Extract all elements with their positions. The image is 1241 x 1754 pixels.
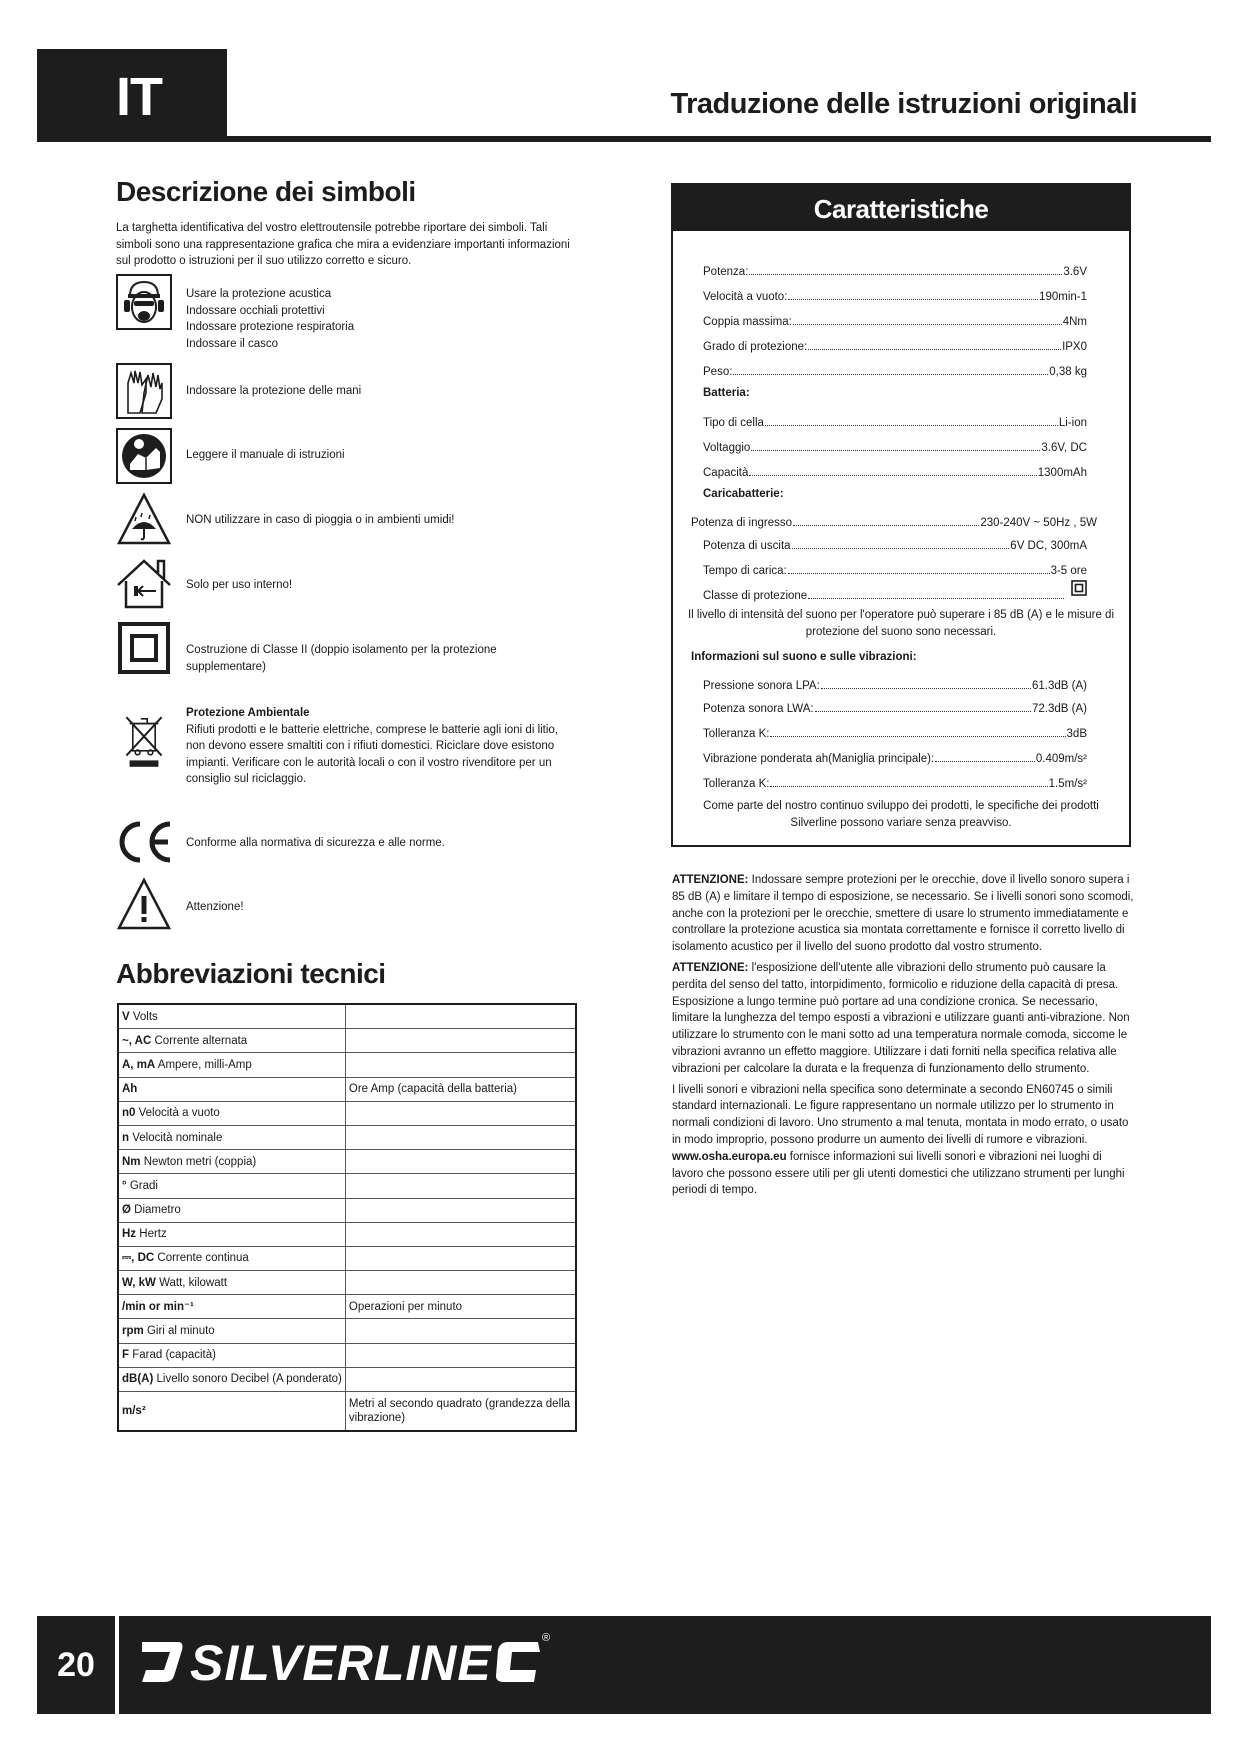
ce-mark-icon	[116, 814, 172, 870]
abbreviation-cell	[118, 1198, 345, 1222]
symbol-description-ppe: Usare la protezione acustica Indossare occhiali protettivi Indossare protezione respiratoria Indossare il casco	[186, 288, 355, 350]
abbreviation-extra-cell	[345, 1271, 576, 1295]
spec-value: 0.409m/s²	[1035, 753, 1087, 765]
symbol-description-rain: NON utilizzare in caso di pioggia o in ambienti umidi!	[186, 514, 455, 526]
class-ii-icon	[116, 620, 172, 676]
abbreviation-description: Hertz	[139, 1228, 167, 1241]
abbreviation-symbol: dB(A)	[122, 1373, 154, 1386]
abbreviation-extra-cell	[345, 1029, 576, 1053]
abbreviation-symbol: rpm	[122, 1325, 144, 1338]
abbreviation-symbol: Hz	[122, 1228, 137, 1241]
spec-label: Potenza sonora LWA:	[703, 703, 814, 715]
abbreviation-cell	[118, 1295, 345, 1319]
table-row	[118, 1246, 576, 1270]
abbreviation-symbol: Ø	[122, 1204, 131, 1217]
abbreviation-cell	[118, 1029, 345, 1053]
abbreviation-extra-cell	[345, 1319, 576, 1343]
symbol-description-gloves: Indossare la protezione delle mani	[186, 385, 362, 397]
dot-leader	[808, 349, 1061, 350]
abbreviation-description: Velocità nominale	[132, 1131, 223, 1144]
spec-row	[703, 561, 1087, 577]
abbreviation-extra-cell	[345, 1004, 576, 1029]
table-row	[118, 1150, 576, 1174]
abbreviation-description: Watt, kilowatt	[159, 1276, 228, 1289]
abbreviation-symbol: ⎓, DC	[122, 1252, 155, 1265]
table-row	[118, 1343, 576, 1367]
abbreviation-symbol: Nm	[122, 1155, 141, 1168]
abbreviation-cell	[118, 1271, 345, 1295]
spec-label: Coppia massima:	[703, 316, 792, 328]
spec-label: Classe di protezione	[703, 590, 808, 602]
dot-leader	[733, 374, 1048, 375]
abbreviation-extra-cell	[345, 1125, 576, 1149]
table-row	[118, 1029, 576, 1053]
dot-leader	[808, 598, 1064, 599]
table-row	[118, 1053, 576, 1077]
language-code: IT	[116, 67, 162, 127]
class-ii-small-icon	[1071, 580, 1087, 596]
spec-label: Velocità a vuoto:	[703, 291, 788, 303]
abbreviation-cell	[118, 1101, 345, 1125]
dot-leader	[788, 573, 1050, 574]
spec-value: 3.6V	[1063, 266, 1087, 278]
spec-row	[703, 774, 1087, 790]
abbreviation-symbol: F	[122, 1349, 130, 1362]
ppe-head-icon	[116, 274, 172, 330]
dot-leader	[751, 450, 1040, 451]
specifications-title: Caratteristiche	[813, 194, 989, 224]
abbreviation-symbol: m/s²	[122, 1405, 146, 1417]
abbreviation-extra-cell	[345, 1150, 576, 1174]
spec-label: Capacità	[703, 467, 749, 479]
table-row	[118, 1295, 576, 1319]
abbreviation-symbol: W, kW	[122, 1276, 156, 1289]
abbreviation-cell	[118, 1125, 345, 1149]
abbreviation-symbol: V	[122, 1010, 130, 1023]
abbreviation-description: Newton metri (coppia)	[143, 1155, 257, 1168]
gloves-icon	[116, 363, 172, 419]
spec-label: Peso:	[703, 366, 733, 378]
abbreviation-description: Volts	[132, 1010, 158, 1023]
spec-value: 61.3dB (A)	[1032, 680, 1087, 692]
spec-row	[703, 749, 1087, 765]
table-row	[118, 1367, 576, 1391]
spec-label: Potenza:	[703, 266, 749, 278]
spec-value: Li-ion	[1058, 417, 1087, 429]
brand-logo: SILVERLINE	[190, 1635, 492, 1691]
abbreviation-description: Giri al minuto	[146, 1325, 215, 1338]
spec-value: 3.6V, DC	[1041, 442, 1087, 454]
spec-row	[703, 262, 1087, 278]
abbreviation-extra-cell	[345, 1053, 576, 1077]
spec-label: Tempo di carica:	[703, 565, 787, 577]
footer-divider	[115, 1616, 119, 1714]
dot-leader	[749, 475, 1036, 476]
dot-leader	[770, 786, 1047, 787]
dot-leader	[792, 548, 1010, 549]
spec-label: Tolleranza K:	[703, 728, 770, 740]
symbol-description-manual: Leggere il manuale di istruzioni	[186, 449, 345, 461]
battery-heading: Batteria:	[703, 387, 750, 399]
abbreviation-description: Farad (capacità)	[132, 1349, 216, 1362]
page-number: 20	[57, 1645, 95, 1684]
dot-leader	[765, 425, 1058, 426]
charger-heading: Caricabatterie:	[703, 488, 784, 500]
silverline-hook-logo-left	[138, 1636, 186, 1688]
symbol-description-ce: Conforme alla normativa di sicurezza e alle norme.	[186, 837, 445, 849]
spec-value: 1300mAh	[1037, 467, 1087, 479]
abbreviation-extra-cell	[345, 1198, 576, 1222]
table-row	[118, 1077, 576, 1101]
dot-leader	[793, 324, 1062, 325]
registered-mark: ®	[542, 1632, 551, 1644]
abbreviation-description: Velocità a vuoto	[138, 1107, 220, 1120]
symbol-description-indoor: Solo per uso interno!	[186, 579, 293, 591]
dot-leader	[793, 525, 979, 526]
spec-label: Grado di protezione:	[703, 341, 808, 353]
symbols-intro: La targhetta identificativa del vostro elettroutensile potrebbe riportare dei simboli. Tali simboli sono una rappresentazione grafica che mira a evidenziare importanti informazioni sul prodotto o istruzioni per il suo utilizzo corretto e sicuro.	[116, 222, 570, 267]
abbreviations-heading: Abbreviazioni tecnici	[116, 958, 386, 989]
spec-label: Potenza di uscita	[703, 540, 791, 552]
spec-value: 0,38 kg	[1049, 366, 1087, 378]
abbreviation-cell	[118, 1343, 345, 1367]
abbreviation-extra-cell	[345, 1246, 576, 1270]
table-row	[118, 1004, 576, 1029]
dot-leader	[749, 274, 1062, 275]
spec-value: 3dB	[1066, 728, 1087, 740]
abbreviation-symbol: n	[122, 1131, 130, 1144]
warning-triangle-icon	[116, 876, 172, 932]
spec-value: 1.5m/s²	[1048, 778, 1087, 790]
spec-value: 190min-1	[1039, 291, 1087, 303]
spec-row	[703, 724, 1087, 740]
spec-row	[703, 676, 1087, 692]
dot-leader	[821, 688, 1031, 689]
table-row	[118, 1198, 576, 1222]
spec-row	[703, 312, 1087, 328]
spec-row	[703, 438, 1087, 454]
page-title: Traduzione delle istruzioni originali	[670, 88, 1137, 120]
dot-leader	[788, 299, 1038, 300]
abbreviation-description: Livello sonoro Decibel (A ponderato)	[156, 1373, 342, 1386]
abbreviation-extra-cell	[345, 1222, 576, 1246]
abbreviation-cell	[118, 1246, 345, 1270]
abbreviation-cell	[118, 1053, 345, 1077]
spec-label: Vibrazione ponderata ah(Maniglia principale):	[703, 753, 935, 765]
specifications-footnote: Come parte del nostro continuo sviluppo dei prodotti, le specifiche dei prodotti Silverline possono variare senza preavviso.	[703, 800, 1099, 829]
abbreviation-description: Ampere, milli-Amp	[157, 1058, 252, 1071]
spec-row	[703, 699, 1087, 715]
rain-warning-icon	[116, 491, 172, 547]
spec-label: Tipo di cella	[703, 417, 764, 429]
table-row	[118, 1319, 576, 1343]
abbreviation-cell	[118, 1004, 345, 1029]
symbol-description-warning: Attenzione!	[186, 901, 244, 913]
spec-label: Voltaggio	[703, 442, 751, 454]
dot-leader	[935, 761, 1035, 762]
abbreviations-table	[117, 1003, 577, 1432]
table-row	[118, 1174, 576, 1198]
table-row	[118, 1271, 576, 1295]
table-row	[118, 1222, 576, 1246]
abbreviation-symbol: ~, AC	[122, 1034, 152, 1047]
abbreviation-extra-cell: Operazioni per minuto	[345, 1295, 576, 1319]
symbol-description-environment: Protezione Ambientale Rifiuti prodotti e le batterie elettriche, comprese le batterie agli ioni di litio, non devono essere smaltiti con i rifiuti domestici. Riciclare dove esistono impianti. Verificare con le autorità locali o con il vostro rivenditore per un consiglio sul riciclaggio.	[186, 707, 559, 785]
warning-hearing: ATTENZIONE: Indossare sempre protezioni per le orecchie, dove il livello sonoro supera i 85 dB (A) e limitare il tempo di esposizione, se necessario. Se i livelli sonori sono scomodi, anche con la protezioni per le orecchie, smettere di usare lo strumento immediatamente e controllare la protezione acustica sia montata correttamente e fornisce il corretto livello di isolamento acustico per il livello del suono prodotto dal vostro strumento.	[672, 874, 1134, 954]
table-row	[118, 1125, 576, 1149]
abbreviation-cell	[118, 1222, 345, 1246]
osha-link[interactable]: www.osha.europa.eu	[672, 1150, 787, 1163]
abbreviation-extra-cell	[345, 1101, 576, 1125]
abbreviation-extra-cell: Metri al secondo quadrato (grandezza della vibrazione)	[345, 1392, 576, 1432]
dot-leader	[770, 736, 1065, 737]
spec-row	[691, 513, 1097, 529]
warnings-text	[672, 872, 1134, 1203]
abbreviation-cell	[118, 1174, 345, 1198]
abbreviation-symbol: Ah	[122, 1083, 138, 1096]
spec-row	[703, 337, 1087, 353]
abbreviation-cell	[118, 1150, 345, 1174]
abbreviation-description: Diametro	[134, 1204, 181, 1217]
abbreviation-cell	[118, 1367, 345, 1391]
spec-label: Tolleranza K:	[703, 778, 770, 790]
header-rule	[37, 136, 1211, 142]
spec-value: 4Nm	[1062, 316, 1087, 328]
spec-value: 72.3dB (A)	[1032, 703, 1087, 715]
spec-row	[703, 536, 1087, 552]
silverline-hook-logo-right	[494, 1636, 542, 1688]
abbreviation-description: Corrente alternata	[154, 1034, 248, 1047]
indoor-house-icon	[116, 555, 172, 611]
abbreviation-cell	[118, 1319, 345, 1343]
abbreviation-description: Gradi	[129, 1179, 158, 1192]
standards-note: I livelli sonori e vibrazioni nella specifica sono determinate a secondo EN60745 o simili standard internazionali. Le figure rappresentano un normale utilizzo per lo strumento in normali condizioni di lavoro. Uno strumento a mal tenuta, montata in modo errato, o usato in modo improprio, possono produrre un aumento dei livelli di rumore e vibrazioni. www.osha.europa.eu fornisce informazioni sui livelli sonori e vibrazioni nei luoghi di lavoro che possono essere utili per gli utenti domestici che utilizzano strumenti per lunghi periodi di tempo.	[672, 1083, 1129, 1197]
abbreviation-description: Corrente continua	[157, 1252, 249, 1265]
symbol-description-class-ii: Costruzione di Classe II (doppio isolamento per la protezione supplementare)	[186, 644, 497, 673]
abbreviation-symbol: /min or min⁻¹	[122, 1300, 194, 1313]
abbreviation-extra-cell	[345, 1343, 576, 1367]
abbreviation-extra-cell	[345, 1174, 576, 1198]
spec-value: IPX0	[1062, 341, 1087, 353]
abbreviation-symbol: A, mA	[122, 1058, 156, 1071]
table-row	[118, 1101, 576, 1125]
abbreviation-symbol: °	[122, 1179, 127, 1192]
spec-value: 3-5 ore	[1050, 565, 1087, 577]
abbreviation-extra-cell	[345, 1367, 576, 1391]
manual-icon	[116, 428, 172, 484]
table-row	[118, 1392, 576, 1432]
abbreviation-cell	[118, 1392, 345, 1432]
weee-bin-icon	[116, 714, 172, 770]
spec-row	[703, 586, 1065, 602]
symbols-heading: Descrizione dei simboli	[116, 176, 416, 207]
warning-vibration: ATTENZIONE: l'esposizione dell'utente alle vibrazioni dello strumento può causare la perdita del senso del tatto, intorpidimento, formicolio e riduzione della capacità di presa. Esposizione a lungo termine può portare ad una condizione cronica. Se necessario, limitare la lunghezza del tempo esposti a vibrazioni e utilizzare guanti anti-vibrazione. Non utilizzare lo strumento con le mani sotto ad una temperatura normale comoda, siccome le vibrazioni avranno un effetto maggiore. Utilizzare i dati forniti nella specifica relativa alle vibrazioni per calcolare la durata e la frequenza di funzionamento dello strumento.	[672, 961, 1130, 1075]
spec-row	[703, 287, 1087, 303]
noise-protection-note: Il livello di intensità del suono per l'operatore può superare i 85 dB (A) e le misure di protezione del suono sono necessari.	[687, 609, 1114, 638]
abbreviation-cell	[118, 1077, 345, 1101]
abbreviation-extra-cell: Ore Amp (capacità della batteria)	[345, 1077, 576, 1101]
dot-leader	[815, 711, 1031, 712]
spec-row	[703, 413, 1087, 429]
abbreviation-symbol: n0	[122, 1107, 136, 1120]
spec-row	[703, 362, 1087, 378]
sound-vibration-heading: Informazioni sul suono e sulle vibrazioni:	[691, 651, 917, 663]
spec-value: 6V DC, 300mA	[1010, 540, 1087, 552]
spec-label: Potenza di ingresso	[691, 517, 793, 529]
spec-value: 230-240V ~ 50Hz , 5W	[980, 517, 1097, 529]
spec-label: Pressione sonora LPA:	[703, 680, 820, 692]
spec-row	[703, 463, 1087, 479]
